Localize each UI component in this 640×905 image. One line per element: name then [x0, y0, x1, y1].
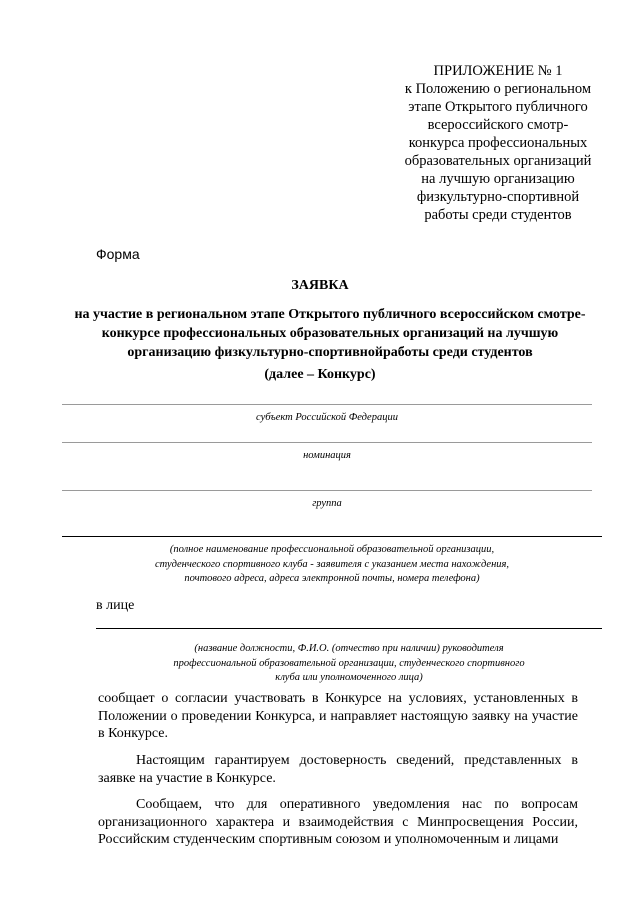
- appendix-line: конкурса профессиональных: [408, 135, 588, 151]
- contact-paragraph: Сообщаем, что для оперативного уведомления нас по вопросам организационного характера и взаимодействия с Минпросвещения России, Российским студенческим спортивным союзом и уполномоченным и лицами: [98, 797, 578, 847]
- subject-field-line[interactable]: [62, 404, 592, 405]
- document-subtitle: [60, 305, 600, 362]
- person-field-line[interactable]: [96, 628, 602, 629]
- nomination-field-caption: номинация: [303, 450, 351, 461]
- caption-line: профессиональной образовательной организации, студенческого спортивного: [173, 657, 525, 669]
- caption-line: клуба или уполномоченного лица): [275, 672, 423, 683]
- caption-line: студенческого спортивного клуба - заявителя с указанием места нахождения,: [154, 558, 510, 570]
- person-field-caption: [96, 642, 602, 686]
- subtitle-line: конкурсе профессиональных образовательных организаций на лучшую: [101, 326, 559, 341]
- appendix-line: к Положению о региональном: [404, 81, 592, 97]
- subtitle-line: организацию физкультурно-спортивнойработы среди студентов: [127, 345, 533, 360]
- appendix-line: этапе Открытого публичного: [408, 99, 588, 115]
- subtitle-line: на участие в региональном этапе Открытого публичного всероссийском смотре-: [74, 307, 586, 322]
- caption-line: (название должности, Ф.И.О. (отчество при наличии) руководителя: [194, 643, 504, 654]
- organization-field-line[interactable]: [62, 536, 602, 537]
- appendix-line: работы среди студентов: [424, 207, 572, 223]
- group-field-caption: группа: [312, 498, 342, 509]
- appendix-header: [380, 62, 616, 224]
- nomination-field-line[interactable]: [62, 442, 592, 443]
- document-title: ЗАЯВКА: [291, 278, 349, 293]
- appendix-line: ПРИЛОЖЕНИЕ № 1: [433, 63, 563, 79]
- organization-field-caption: [62, 543, 602, 587]
- guarantee-paragraph: Настоящим гарантируем достоверность сведений, представленных в заявке на участие в Конкурсе.: [98, 753, 578, 786]
- appendix-line: образовательных организаций: [404, 153, 592, 169]
- form-label: Форма: [96, 246, 140, 262]
- subject-field-caption: субъект Российской Федерации: [256, 412, 398, 423]
- appendix-line: физкультурно-спортивной: [416, 189, 580, 205]
- contest-short-name: (далее – Конкурс): [264, 367, 376, 382]
- group-field-line[interactable]: [62, 490, 592, 491]
- caption-line: почтового адреса, адреса электронной почты, номера телефона): [184, 573, 480, 584]
- consent-paragraph: сообщает о согласии участвовать в Конкурсе на условиях, установленных в Положении о проведении Конкурса, и направляет настоящую заявку на участие в Конкурсе.: [98, 691, 578, 741]
- caption-line: (полное наименование профессиональной образовательной организации,: [169, 544, 495, 555]
- appendix-line: на лучшую организацию: [421, 171, 575, 187]
- appendix-line: всероссийского смотр-: [427, 117, 569, 133]
- in-person-label: в лице: [96, 598, 135, 613]
